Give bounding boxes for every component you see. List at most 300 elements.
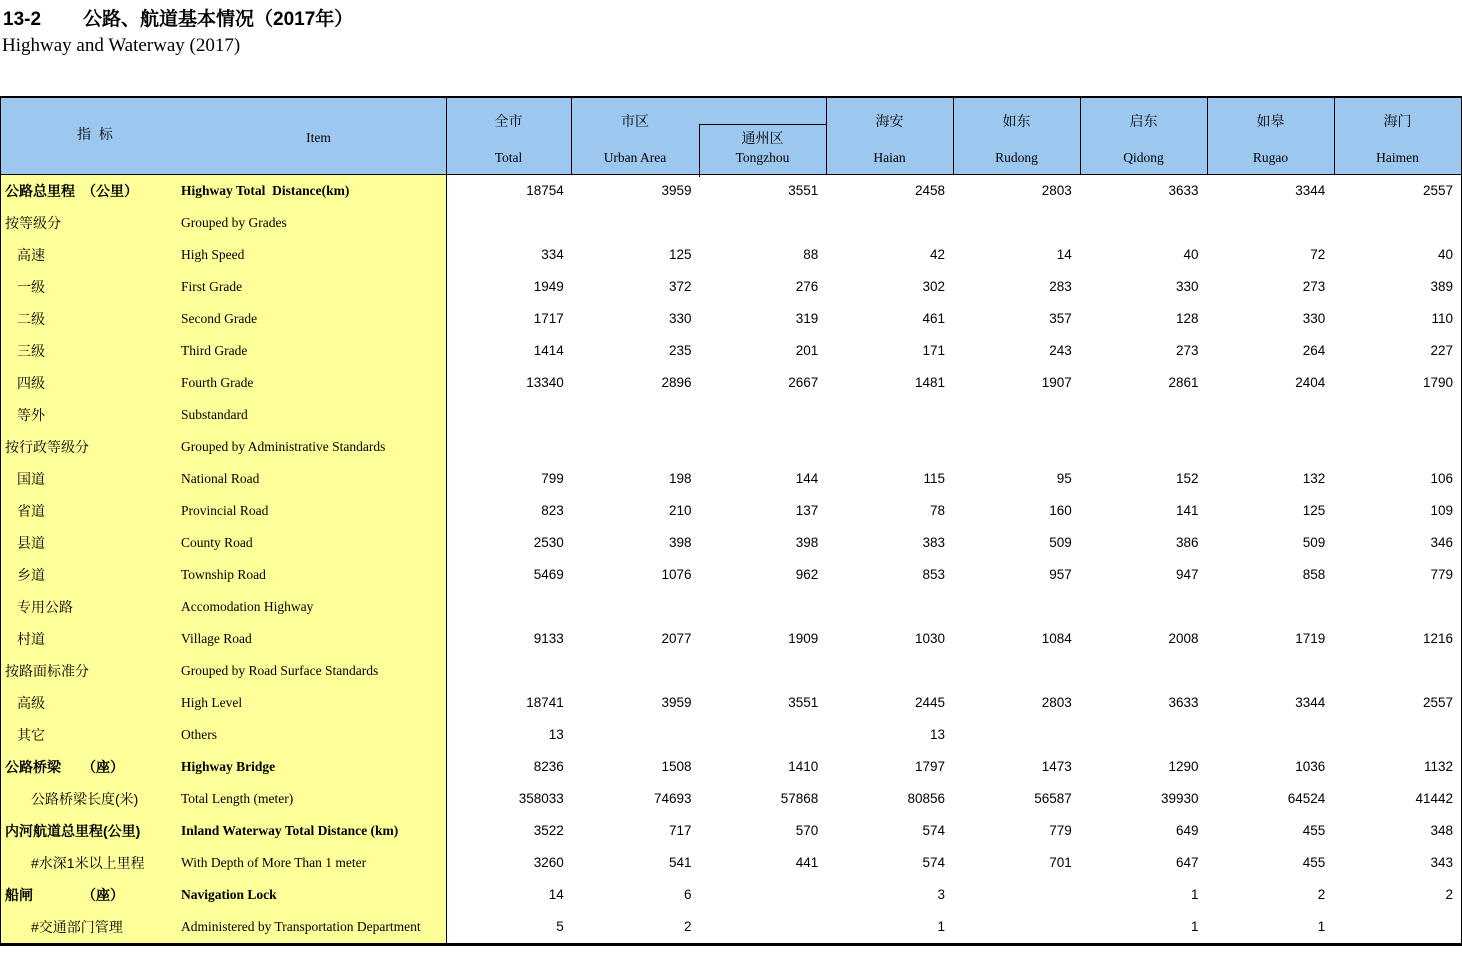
- col-header-haimen-en: Haimen: [1376, 150, 1419, 165]
- table-number: 13-2: [3, 9, 42, 30]
- data-cell: 235: [668, 343, 692, 358]
- data-cell: 330: [1302, 311, 1326, 326]
- data-cell: 2008: [1168, 631, 1199, 646]
- data-cell: 1717: [533, 311, 564, 326]
- data-cell: 2861: [1168, 375, 1199, 390]
- row-label-zh: 乡道: [17, 567, 45, 583]
- data-cell: 1508: [661, 759, 692, 774]
- row-label-en: Grouped by Grades: [181, 215, 287, 230]
- row-label-en: Grouped by Administrative Standards: [181, 439, 386, 454]
- row-label-zh: 等外: [17, 407, 45, 423]
- row-label-en: Township Road: [181, 567, 266, 582]
- data-cell: 541: [668, 855, 692, 870]
- data-cell: 779: [1049, 823, 1072, 838]
- row-label-en: County Road: [181, 535, 253, 550]
- row-label-en: Administered by Transportation Department: [181, 919, 421, 934]
- data-cell: 1: [1190, 919, 1199, 934]
- data-cell: 141: [1175, 503, 1199, 518]
- data-cell: 273: [1175, 343, 1199, 358]
- data-cell: [1080, 431, 1207, 463]
- table-row: [1, 655, 1461, 687]
- row-label-cell: [1, 911, 447, 943]
- data-cell: 383: [922, 535, 945, 550]
- data-cell: [1333, 431, 1461, 463]
- data-cell: [700, 911, 827, 943]
- data-cell: [1207, 431, 1334, 463]
- data-cell: 398: [668, 535, 692, 550]
- data-cell: 799: [541, 471, 564, 486]
- data-cell: 14: [1056, 247, 1072, 262]
- row-label-en: Second Grade: [181, 311, 258, 326]
- data-cell: 283: [1049, 279, 1072, 294]
- row-label-cell: [1, 559, 447, 591]
- data-cell: [1080, 655, 1207, 687]
- data-cell: [1207, 655, 1334, 687]
- table-row: [1, 335, 1461, 367]
- row-label-zh: 村道: [17, 631, 45, 647]
- data-cell: 2557: [1422, 183, 1453, 198]
- data-cell: [572, 719, 700, 751]
- data-cell: 6: [683, 887, 692, 902]
- row-label-en: Grouped by Road Surface Standards: [181, 663, 379, 678]
- data-cell: 39930: [1160, 791, 1199, 806]
- row-label-cell: [1, 271, 447, 303]
- data-cell: 343: [1430, 855, 1453, 870]
- data-cell: [700, 207, 827, 239]
- data-cell: 64524: [1287, 791, 1326, 806]
- data-cell: 74693: [653, 791, 692, 806]
- row-label-en: Others: [181, 727, 217, 742]
- data-cell: 201: [795, 343, 819, 358]
- row-label-zh: #水深1米以上里程: [31, 855, 145, 871]
- data-cell: 18741: [526, 695, 564, 710]
- statistics-table: [0, 96, 1462, 946]
- data-cell: 386: [1175, 535, 1199, 550]
- data-cell: [700, 431, 827, 463]
- data-cell: 14: [548, 887, 564, 902]
- data-cell: 41442: [1415, 791, 1453, 806]
- data-cell: 1907: [1041, 375, 1072, 390]
- data-cell: 357: [1049, 311, 1072, 326]
- data-cell: 1410: [788, 759, 819, 774]
- data-cell: [1333, 719, 1461, 751]
- row-label-zh: 省道: [17, 503, 45, 519]
- row-label-zh: 按等级分: [5, 215, 61, 231]
- data-cell: 3344: [1295, 183, 1326, 198]
- data-cell: 441: [795, 855, 819, 870]
- row-label-cell: [1, 687, 447, 719]
- data-cell: 2896: [661, 375, 692, 390]
- row-label-cell: [1, 591, 447, 623]
- data-cell: [1207, 719, 1334, 751]
- table-row: [1, 303, 1461, 335]
- row-label-cell: [1, 431, 447, 463]
- row-label-en: Navigation Lock: [181, 887, 277, 902]
- data-cell: 1: [1317, 919, 1326, 934]
- data-cell: 858: [1302, 567, 1326, 582]
- data-cell: 1030: [914, 631, 945, 646]
- row-label-en: Highway Total Distance(km): [181, 183, 350, 198]
- row-label-zh: 二级: [17, 311, 45, 327]
- data-cell: 3959: [661, 183, 692, 198]
- data-cell: 649: [1175, 823, 1199, 838]
- data-cell: 160: [1049, 503, 1072, 518]
- data-cell: 389: [1430, 279, 1453, 294]
- data-cell: 56587: [1034, 791, 1072, 806]
- row-label-zh: 高速: [17, 247, 45, 263]
- table-row: [1, 367, 1461, 399]
- data-cell: 302: [922, 279, 945, 294]
- data-cell: 509: [1049, 535, 1072, 550]
- row-label-zh: 公路总里程 （公里）: [5, 183, 138, 199]
- data-cell: 823: [541, 503, 564, 518]
- row-label-zh: 内河航道总里程(公里): [5, 823, 141, 839]
- row-label-en: Village Road: [181, 631, 252, 646]
- data-cell: 1909: [788, 631, 819, 646]
- data-cell: 509: [1302, 535, 1326, 550]
- data-cell: 243: [1049, 343, 1072, 358]
- row-label-cell: [1, 783, 447, 815]
- data-cell: 198: [668, 471, 692, 486]
- table-row: [1, 591, 1461, 623]
- data-cell: [826, 207, 953, 239]
- data-cell: [700, 719, 827, 751]
- data-cell: 330: [668, 311, 692, 326]
- row-label-zh: 公路桥梁长度(米): [31, 791, 139, 807]
- data-cell: 3551: [788, 183, 819, 198]
- data-cell: 128: [1175, 311, 1199, 326]
- table-row: [1, 175, 1461, 207]
- row-label-en: Accomodation Highway: [181, 599, 314, 614]
- row-label-en: Fourth Grade: [181, 375, 254, 390]
- data-cell: 273: [1302, 279, 1326, 294]
- data-cell: 1076: [661, 567, 692, 582]
- data-cell: [1333, 911, 1461, 943]
- row-label-cell: [1, 175, 447, 207]
- row-label-cell: [1, 239, 447, 271]
- data-cell: 227: [1430, 343, 1453, 358]
- data-cell: 461: [922, 311, 945, 326]
- data-cell: [447, 591, 572, 623]
- data-cell: 717: [668, 823, 692, 838]
- data-cell: [953, 399, 1080, 431]
- data-cell: 5: [556, 919, 564, 934]
- data-cell: [826, 431, 953, 463]
- data-cell: 962: [795, 567, 819, 582]
- data-cell: [1080, 591, 1207, 623]
- data-cell: [700, 879, 827, 911]
- table-row: [1, 559, 1461, 591]
- data-cell: 1: [937, 919, 945, 934]
- data-cell: [572, 207, 700, 239]
- row-label-zh: 其它: [17, 727, 45, 743]
- row-label-en: Highway Bridge: [181, 759, 276, 774]
- table-row: [1, 783, 1461, 815]
- row-label-cell: [1, 527, 447, 559]
- col-header-item-zh: 指 标: [77, 126, 115, 142]
- row-label-zh: 国道: [17, 471, 45, 487]
- data-cell: 3551: [788, 695, 819, 710]
- row-label-cell: [1, 495, 447, 527]
- data-cell: 2530: [533, 535, 564, 550]
- data-cell: [953, 655, 1080, 687]
- row-label-en: Total Length (meter): [181, 791, 294, 806]
- data-cell: 455: [1302, 855, 1326, 870]
- data-cell: 2077: [661, 631, 692, 646]
- data-cell: 348: [1430, 823, 1453, 838]
- data-cell: 171: [922, 343, 945, 358]
- data-cell: 372: [668, 279, 692, 294]
- row-label-cell: [1, 367, 447, 399]
- data-cell: 40: [1437, 247, 1453, 262]
- data-cell: 647: [1175, 855, 1199, 870]
- data-cell: 574: [922, 855, 945, 870]
- row-label-en: Provincial Road: [181, 503, 269, 518]
- row-label-cell: [1, 655, 447, 687]
- data-cell: 2458: [914, 183, 945, 198]
- data-cell: [953, 719, 1080, 751]
- data-cell: 210: [668, 503, 692, 518]
- col-header-rudong-zh: 如东: [1002, 113, 1031, 129]
- page-title: [3, 4, 353, 31]
- table-row: [1, 399, 1461, 431]
- row-label-en: First Grade: [181, 279, 243, 294]
- row-label-cell: [1, 879, 447, 911]
- data-cell: 3344: [1295, 695, 1326, 710]
- data-cell: 1414: [533, 343, 564, 358]
- row-label-en: Third Grade: [181, 343, 248, 358]
- data-cell: 3633: [1168, 695, 1199, 710]
- table-body: [1, 175, 1461, 946]
- data-cell: 1: [1190, 887, 1199, 902]
- data-cell: 13: [548, 727, 564, 742]
- data-cell: 137: [795, 503, 819, 518]
- table-row: [1, 687, 1461, 719]
- col-header-qidong-en: Qidong: [1123, 150, 1164, 165]
- row-label-en: Substandard: [181, 407, 248, 422]
- table-row: [1, 271, 1461, 303]
- data-cell: 8236: [533, 759, 564, 774]
- row-label-en: With Depth of More Than 1 meter: [181, 855, 367, 870]
- data-cell: [700, 399, 827, 431]
- data-cell: 701: [1049, 855, 1072, 870]
- data-cell: 574: [922, 823, 945, 838]
- table-row: [1, 527, 1461, 559]
- col-header-total-zh: 全市: [494, 113, 523, 129]
- data-cell: 2667: [788, 375, 819, 390]
- data-cell: 5469: [533, 567, 564, 582]
- data-cell: 1216: [1422, 631, 1453, 646]
- data-cell: [700, 655, 827, 687]
- data-cell: [826, 399, 953, 431]
- data-cell: [1207, 207, 1334, 239]
- row-label-cell: [1, 335, 447, 367]
- data-cell: 13340: [526, 375, 564, 390]
- row-label-zh: 船闸 （座）: [5, 887, 124, 903]
- data-cell: 319: [795, 311, 819, 326]
- data-cell: 1084: [1041, 631, 1072, 646]
- row-label-zh: 四级: [17, 375, 45, 391]
- data-cell: 2: [1317, 887, 1326, 902]
- data-cell: 80856: [907, 791, 945, 806]
- data-cell: [447, 207, 572, 239]
- col-header-qidong-zh: 启东: [1129, 113, 1158, 129]
- data-cell: 346: [1430, 535, 1453, 550]
- row-label-zh: 公路桥梁 （座）: [5, 759, 124, 775]
- data-cell: [1333, 399, 1461, 431]
- data-cell: 2: [1445, 887, 1453, 902]
- data-cell: 9133: [533, 631, 564, 646]
- row-label-cell: [1, 815, 447, 847]
- data-cell: 95: [1056, 471, 1072, 486]
- data-cell: 1949: [533, 279, 564, 294]
- data-cell: 125: [668, 247, 692, 262]
- data-cell: [1080, 207, 1207, 239]
- data-cell: 2445: [914, 695, 945, 710]
- row-label-en: High Level: [181, 695, 243, 710]
- data-cell: [1080, 399, 1207, 431]
- data-cell: 106: [1430, 471, 1453, 486]
- row-label-zh: 按路面标准分: [5, 663, 89, 679]
- table-row: [1, 815, 1461, 847]
- data-cell: 2: [683, 919, 692, 934]
- data-cell: [572, 655, 700, 687]
- table-row: [1, 623, 1461, 655]
- row-label-cell: [1, 463, 447, 495]
- data-cell: [1080, 719, 1207, 751]
- data-cell: 125: [1302, 503, 1326, 518]
- data-cell: 957: [1049, 567, 1072, 582]
- col-header-item-en: Item: [306, 130, 331, 145]
- row-label-cell: [1, 719, 447, 751]
- data-cell: [826, 591, 953, 623]
- data-cell: 334: [541, 247, 564, 262]
- col-header-haian-zh: 海安: [875, 113, 904, 129]
- data-cell: 1481: [914, 375, 945, 390]
- data-cell: 3260: [533, 855, 564, 870]
- data-cell: 2404: [1295, 375, 1326, 390]
- data-cell: [1333, 207, 1461, 239]
- col-header-haian-en: Haian: [873, 150, 906, 165]
- col-header-urban-zh: 市区: [621, 113, 649, 129]
- table-row: [1, 751, 1461, 783]
- data-cell: 110: [1431, 311, 1453, 326]
- data-cell: 570: [795, 823, 819, 838]
- data-cell: 3633: [1168, 183, 1199, 198]
- page-subtitle: Highway and Waterway (2017): [2, 35, 241, 56]
- data-cell: 18754: [526, 183, 564, 198]
- data-cell: 455: [1302, 823, 1326, 838]
- data-cell: 1790: [1422, 375, 1453, 390]
- data-cell: [953, 431, 1080, 463]
- table-row: [1, 879, 1461, 911]
- data-cell: 1797: [914, 759, 945, 774]
- data-cell: 78: [929, 503, 945, 518]
- table-row: [1, 207, 1461, 239]
- data-cell: 13: [929, 727, 945, 742]
- table-header: [1, 96, 1461, 175]
- row-label-en: National Road: [181, 471, 260, 486]
- row-label-zh: 一级: [17, 279, 45, 295]
- data-cell: 779: [1430, 567, 1453, 582]
- data-cell: 264: [1302, 343, 1326, 358]
- data-cell: 88: [803, 247, 819, 262]
- col-header-rugao-zh: 如皋: [1256, 113, 1285, 129]
- row-label-cell: [1, 847, 447, 879]
- col-header-rudong-en: Rudong: [995, 150, 1038, 165]
- data-cell: [447, 399, 572, 431]
- data-cell: 57868: [780, 791, 819, 806]
- row-label-cell: [1, 303, 447, 335]
- data-cell: 3522: [533, 823, 564, 838]
- data-cell: [826, 655, 953, 687]
- row-label-cell: [1, 207, 447, 239]
- data-cell: 358033: [518, 791, 564, 806]
- data-cell: 3959: [661, 695, 692, 710]
- data-cell: 72: [1310, 247, 1326, 262]
- data-cell: [1207, 591, 1334, 623]
- col-header-total-en: Total: [494, 150, 523, 165]
- data-cell: [953, 591, 1080, 623]
- data-cell: 398: [795, 535, 819, 550]
- data-cell: 330: [1175, 279, 1199, 294]
- row-label-zh: 三级: [17, 343, 45, 359]
- row-label-zh: #交通部门管理: [31, 919, 123, 935]
- col-header-tongzhou-en: Tongzhou: [735, 150, 790, 165]
- row-label-zh: 县道: [17, 535, 45, 551]
- data-cell: 1036: [1295, 759, 1326, 774]
- table-row: [1, 239, 1461, 271]
- row-label-en: High Speed: [181, 247, 245, 262]
- row-label-zh: 按行政等级分: [5, 439, 89, 455]
- data-cell: 109: [1430, 503, 1453, 518]
- data-cell: 3: [937, 887, 945, 902]
- data-cell: 42: [929, 247, 945, 262]
- data-cell: [700, 591, 827, 623]
- data-cell: 2557: [1422, 695, 1453, 710]
- data-cell: 947: [1175, 567, 1199, 582]
- row-label-zh: 专用公路: [17, 599, 73, 615]
- col-header-haimen-zh: 海门: [1383, 113, 1412, 129]
- row-label-cell: [1, 399, 447, 431]
- table-row: [1, 847, 1461, 879]
- data-cell: [572, 399, 700, 431]
- data-cell: 853: [922, 567, 945, 582]
- data-cell: [1207, 399, 1334, 431]
- data-cell: 276: [795, 279, 819, 294]
- data-cell: 152: [1175, 471, 1199, 486]
- data-cell: 1473: [1041, 759, 1072, 774]
- data-cell: 144: [795, 471, 819, 486]
- data-cell: 115: [923, 471, 945, 486]
- col-header-tongzhou-zh: 通州区: [741, 130, 784, 146]
- data-cell: 132: [1302, 471, 1326, 486]
- row-label-cell: [1, 751, 447, 783]
- table-row: [1, 911, 1461, 943]
- data-cell: 1132: [1423, 759, 1453, 774]
- col-header-rugao-en: Rugao: [1252, 150, 1289, 165]
- data-cell: 1290: [1168, 759, 1199, 774]
- row-label-cell: [1, 623, 447, 655]
- table-row: [1, 463, 1461, 495]
- table-row: [1, 431, 1461, 463]
- data-cell: 1719: [1295, 631, 1326, 646]
- data-cell: [1333, 591, 1461, 623]
- data-cell: [447, 431, 572, 463]
- data-cell: [447, 655, 572, 687]
- data-cell: [953, 207, 1080, 239]
- data-cell: [953, 911, 1080, 943]
